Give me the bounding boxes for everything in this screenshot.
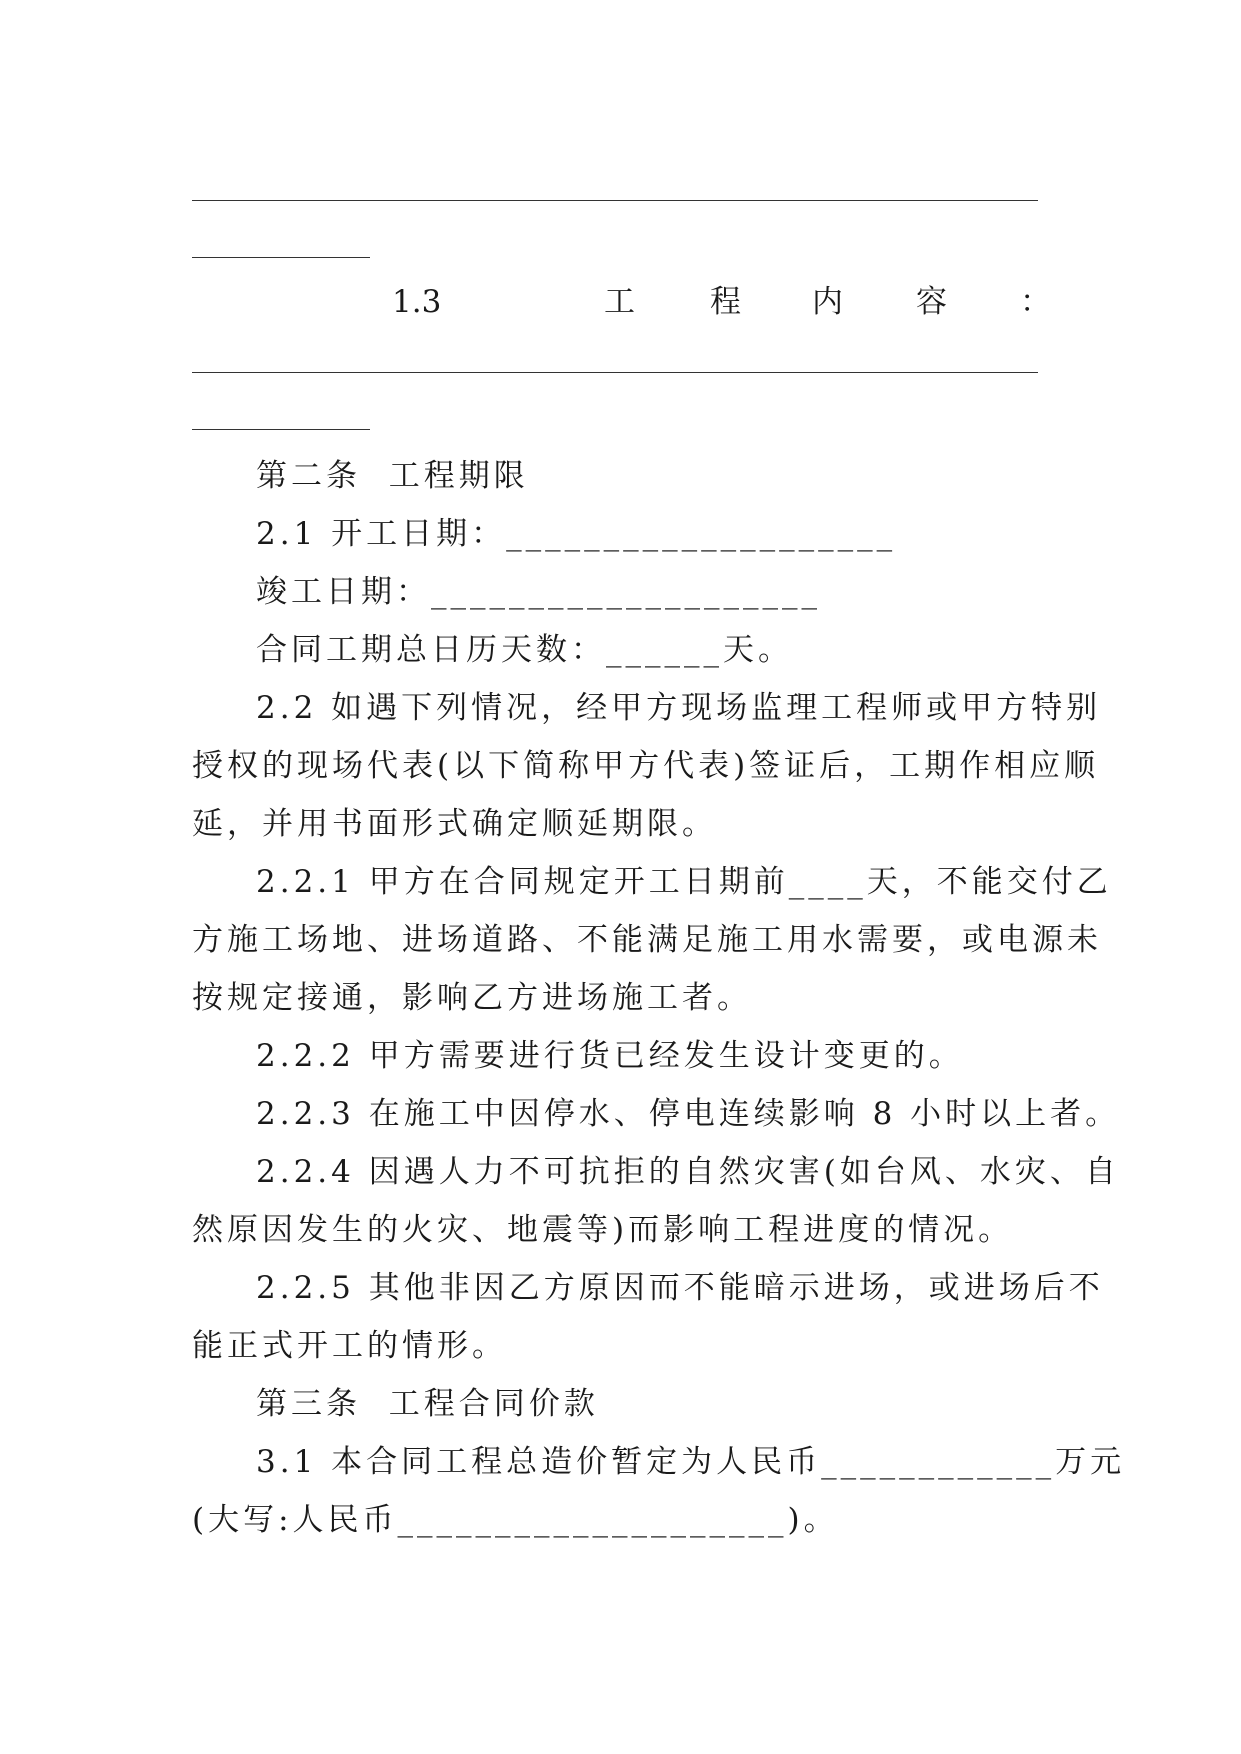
- blank-line: [192, 372, 1038, 373]
- heading-char: 程: [710, 284, 741, 320]
- blank-line: [192, 257, 370, 258]
- start-date-line: 2.1 开工日期：____________________: [256, 516, 897, 552]
- blank-line: [192, 200, 1038, 201]
- heading-char: 内: [812, 284, 843, 320]
- heading-char: 容: [916, 284, 947, 320]
- paragraph-line: 2.2.2 甲方需要进行货已经发生设计变更的。: [256, 1038, 964, 1074]
- paragraph-line: 授权的现场代表(以下简称甲方代表)签证后，工期作相应顺: [192, 748, 1100, 784]
- section-1-3-heading: [192, 282, 1050, 322]
- paragraph-line: 2.2.1 甲方在合同规定开工日期前____天，不能交付乙: [256, 864, 1112, 900]
- blank-line: [192, 429, 370, 430]
- paragraph-line: 方施工场地、进场道路、不能满足施工用水需要，或电源未: [192, 922, 1102, 958]
- paragraph-line: 2.2.3 在施工中因停水、停电连续影响 8 小时以上者。: [256, 1096, 1121, 1132]
- heading-char: 工: [604, 284, 635, 320]
- heading-colon: ：: [1020, 284, 1051, 320]
- paragraph-line: (大写:人民币____________________)。: [192, 1502, 839, 1538]
- paragraph-line: 然原因发生的火灾、地震等)而影响工程进度的情况。: [192, 1212, 1014, 1248]
- paragraph-line: 2.2 如遇下列情况，经甲方现场监理工程师或甲方特别: [256, 690, 1102, 726]
- total-days-line: 合同工期总日历天数：______天。: [256, 632, 793, 668]
- section-number: 1.3: [392, 284, 442, 320]
- article-2-heading: 第二条 工程期限: [256, 458, 529, 494]
- paragraph-line: 2.2.4 因遇人力不可抗拒的自然灾害(如台风、水灾、自: [256, 1154, 1120, 1190]
- paragraph-line: 2.2.5 其他非因乙方原因而不能暗示进场，或进场后不: [256, 1270, 1104, 1306]
- paragraph-line: 按规定接通，影响乙方进场施工者。: [192, 980, 752, 1016]
- paragraph-line: 延，并用书面形式确定顺延期限。: [192, 806, 717, 842]
- finish-date-line: 竣工日期：____________________: [256, 574, 821, 610]
- paragraph-line: 能正式开工的情形。: [192, 1328, 507, 1364]
- article-3-heading: 第三条 工程合同价款: [256, 1386, 599, 1422]
- paragraph-line: 3.1 本合同工程总造价暂定为人民币____________万元: [256, 1444, 1126, 1480]
